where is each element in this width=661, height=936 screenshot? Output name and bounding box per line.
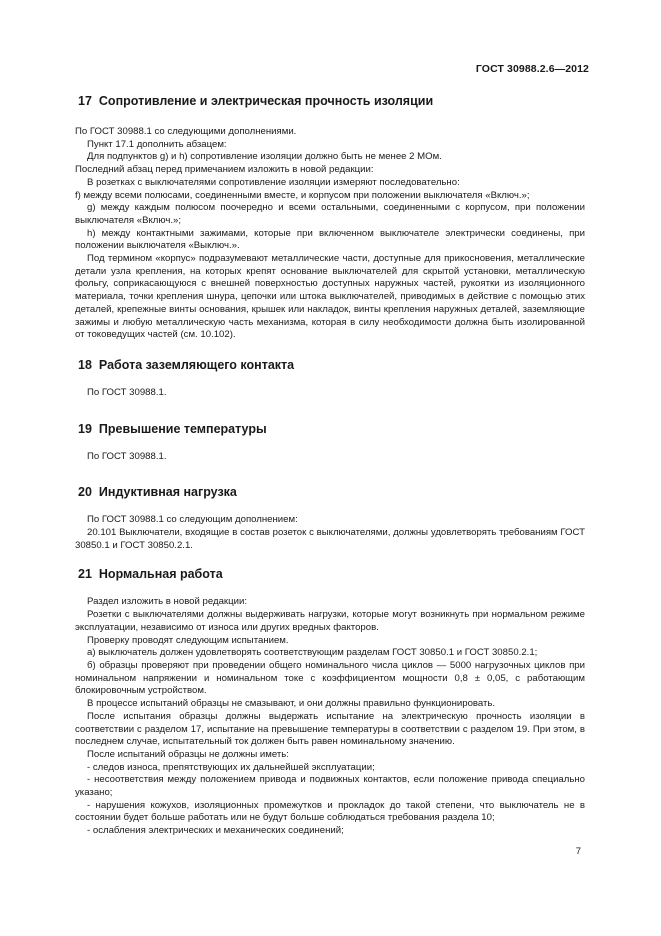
- paragraph: По ГОСТ 30988.1.: [87, 386, 167, 398]
- list-item-g: g) между каждым полюсом поочередно и всеми остальными, соединенными с корпусом, при положении выключателя «Включ.»;: [75, 202, 585, 226]
- dash-list-item: - ослабления электрических и механических соединений;: [87, 825, 344, 837]
- page-number: 7: [575, 846, 581, 857]
- section-19-heading: [75, 420, 585, 438]
- page-content: [75, 92, 585, 838]
- paragraph: Розетки с выключателями должны выдерживать нагрузки, которые могут возникнуть при нормальном режиме эксплуатации, независимо от износа или других вредных факторов.: [75, 609, 585, 633]
- paragraph: Последний абзац перед примечанием изложить в новой редакции:: [75, 164, 374, 176]
- list-item-a: а) выключатель должен удовлетворять соответствующим разделам ГОСТ 30850.1 и ГОСТ 30850.2.1;: [87, 647, 538, 659]
- paragraph: Проверку проводят следующим испытанием.: [87, 634, 289, 646]
- section-17-heading: [75, 92, 585, 110]
- section-number: 20: [78, 485, 92, 500]
- section-title: Сопротивление и электрическая прочность изоляции: [98, 94, 434, 108]
- dash-list-item: - нарушения кожухов, изоляционных промежутков и прокладок до такой степени, что выключатель не в состоянии будет больше работать или не будут больше соблюдаться требования раздела 10;: [75, 799, 585, 824]
- section-17-body: [75, 126, 585, 342]
- paragraph: После испытания образцы должны выдержать испытание на электрическую прочность изоляции в соответствии с разделом 17, испытание на превышение температуры в соответствии с разделом 19. При этом, в последнем случае, испытательный ток должен быть равен номинальному значению.: [75, 710, 585, 748]
- section-title: Превышение температуры: [98, 421, 267, 436]
- section-title: Индуктивная нагрузка: [98, 485, 237, 500]
- section-number: 19: [78, 421, 92, 436]
- document-id: ГОСТ 30988.2.6—2012: [475, 63, 589, 75]
- section-title: Работа заземляющего контакта: [98, 357, 295, 372]
- section-number: 18: [78, 357, 92, 372]
- paragraph: По ГОСТ 30988.1 со следующими дополнениями.: [75, 126, 297, 137]
- paragraph: По ГОСТ 30988.1 со следующим дополнением:: [87, 514, 298, 526]
- paragraph: Под термином «корпус» подразумевают металлические части, доступные для прикосновения, металлические детали узла крепления, на которых крепят основание выключателей для скрытой установки, металлическую фольгу, соприкасающуюся с внешней поверхностью доступных наружных частей, рукоятки из изоляционного материала, точки крепления шнура, цепочки или штока выключателей, приводимых в действие с помощью этих деталей, крепежные винты основания, крышек или накладок, винты крепления наружных деталей, заземляющие зажимы и любую металлическую часть механизма, которая в силу необходимости должна быть изолированной от токоведущих частей (см. 10.102).: [75, 253, 585, 341]
- list-item-f: f) между всеми полюсами, соединенными вместе, и корпусом при положении выключателя «Включ.»;: [75, 189, 530, 201]
- section-title: Нормальная работа: [98, 567, 223, 582]
- list-item-h: h) между контактными зажимами, которые при включенном выключателе электрически соединены, при положении выключателя «Выключ.».: [75, 227, 585, 252]
- paragraph: 20.101 Выключатели, входящие в состав розеток с выключателями, должны удовлетворять требованиям ГОСТ 30850.1 и ГОСТ 30850.2.1.: [75, 527, 585, 551]
- section-18-heading: [75, 356, 585, 374]
- dash-list-item: - несоответствия между положением привода и подвижных контактов, если положение привода специально указано;: [75, 774, 585, 799]
- paragraph: В розетках с выключателями сопротивление изоляции измеряют последовательно:: [87, 176, 460, 188]
- section-number: 21: [78, 567, 92, 582]
- paragraph: По ГОСТ 30988.1.: [87, 450, 167, 462]
- list-item-b: б) образцы проверяют при проведении общего номинального числа циклов — 5000 нагрузочных циклов при номинальном напряжении и номинальном токе с коэффициентом мощности 0,8 ± 0,05, с работающим блокировочным устройством.: [75, 659, 585, 697]
- paragraph: Для подпунктов g) и h) сопротивление изоляции должно быть не менее 2 МОм.: [87, 151, 442, 163]
- section-21-heading: [75, 565, 585, 583]
- dash-list-item: - следов износа, препятствующих их дальнейшей эксплуатации;: [87, 761, 375, 773]
- paragraph: Раздел изложить в новой редакции:: [87, 596, 248, 608]
- paragraph: В процессе испытаний образцы не смазывают, и они должны правильно функционировать.: [87, 698, 496, 710]
- section-21-body: [75, 596, 585, 837]
- paragraph: После испытаний образцы не должны иметь:: [87, 748, 289, 760]
- paragraph: Пункт 17.1 дополнить абзацем:: [87, 138, 227, 150]
- section-20-heading: [75, 483, 585, 501]
- section-number: 17: [78, 94, 92, 108]
